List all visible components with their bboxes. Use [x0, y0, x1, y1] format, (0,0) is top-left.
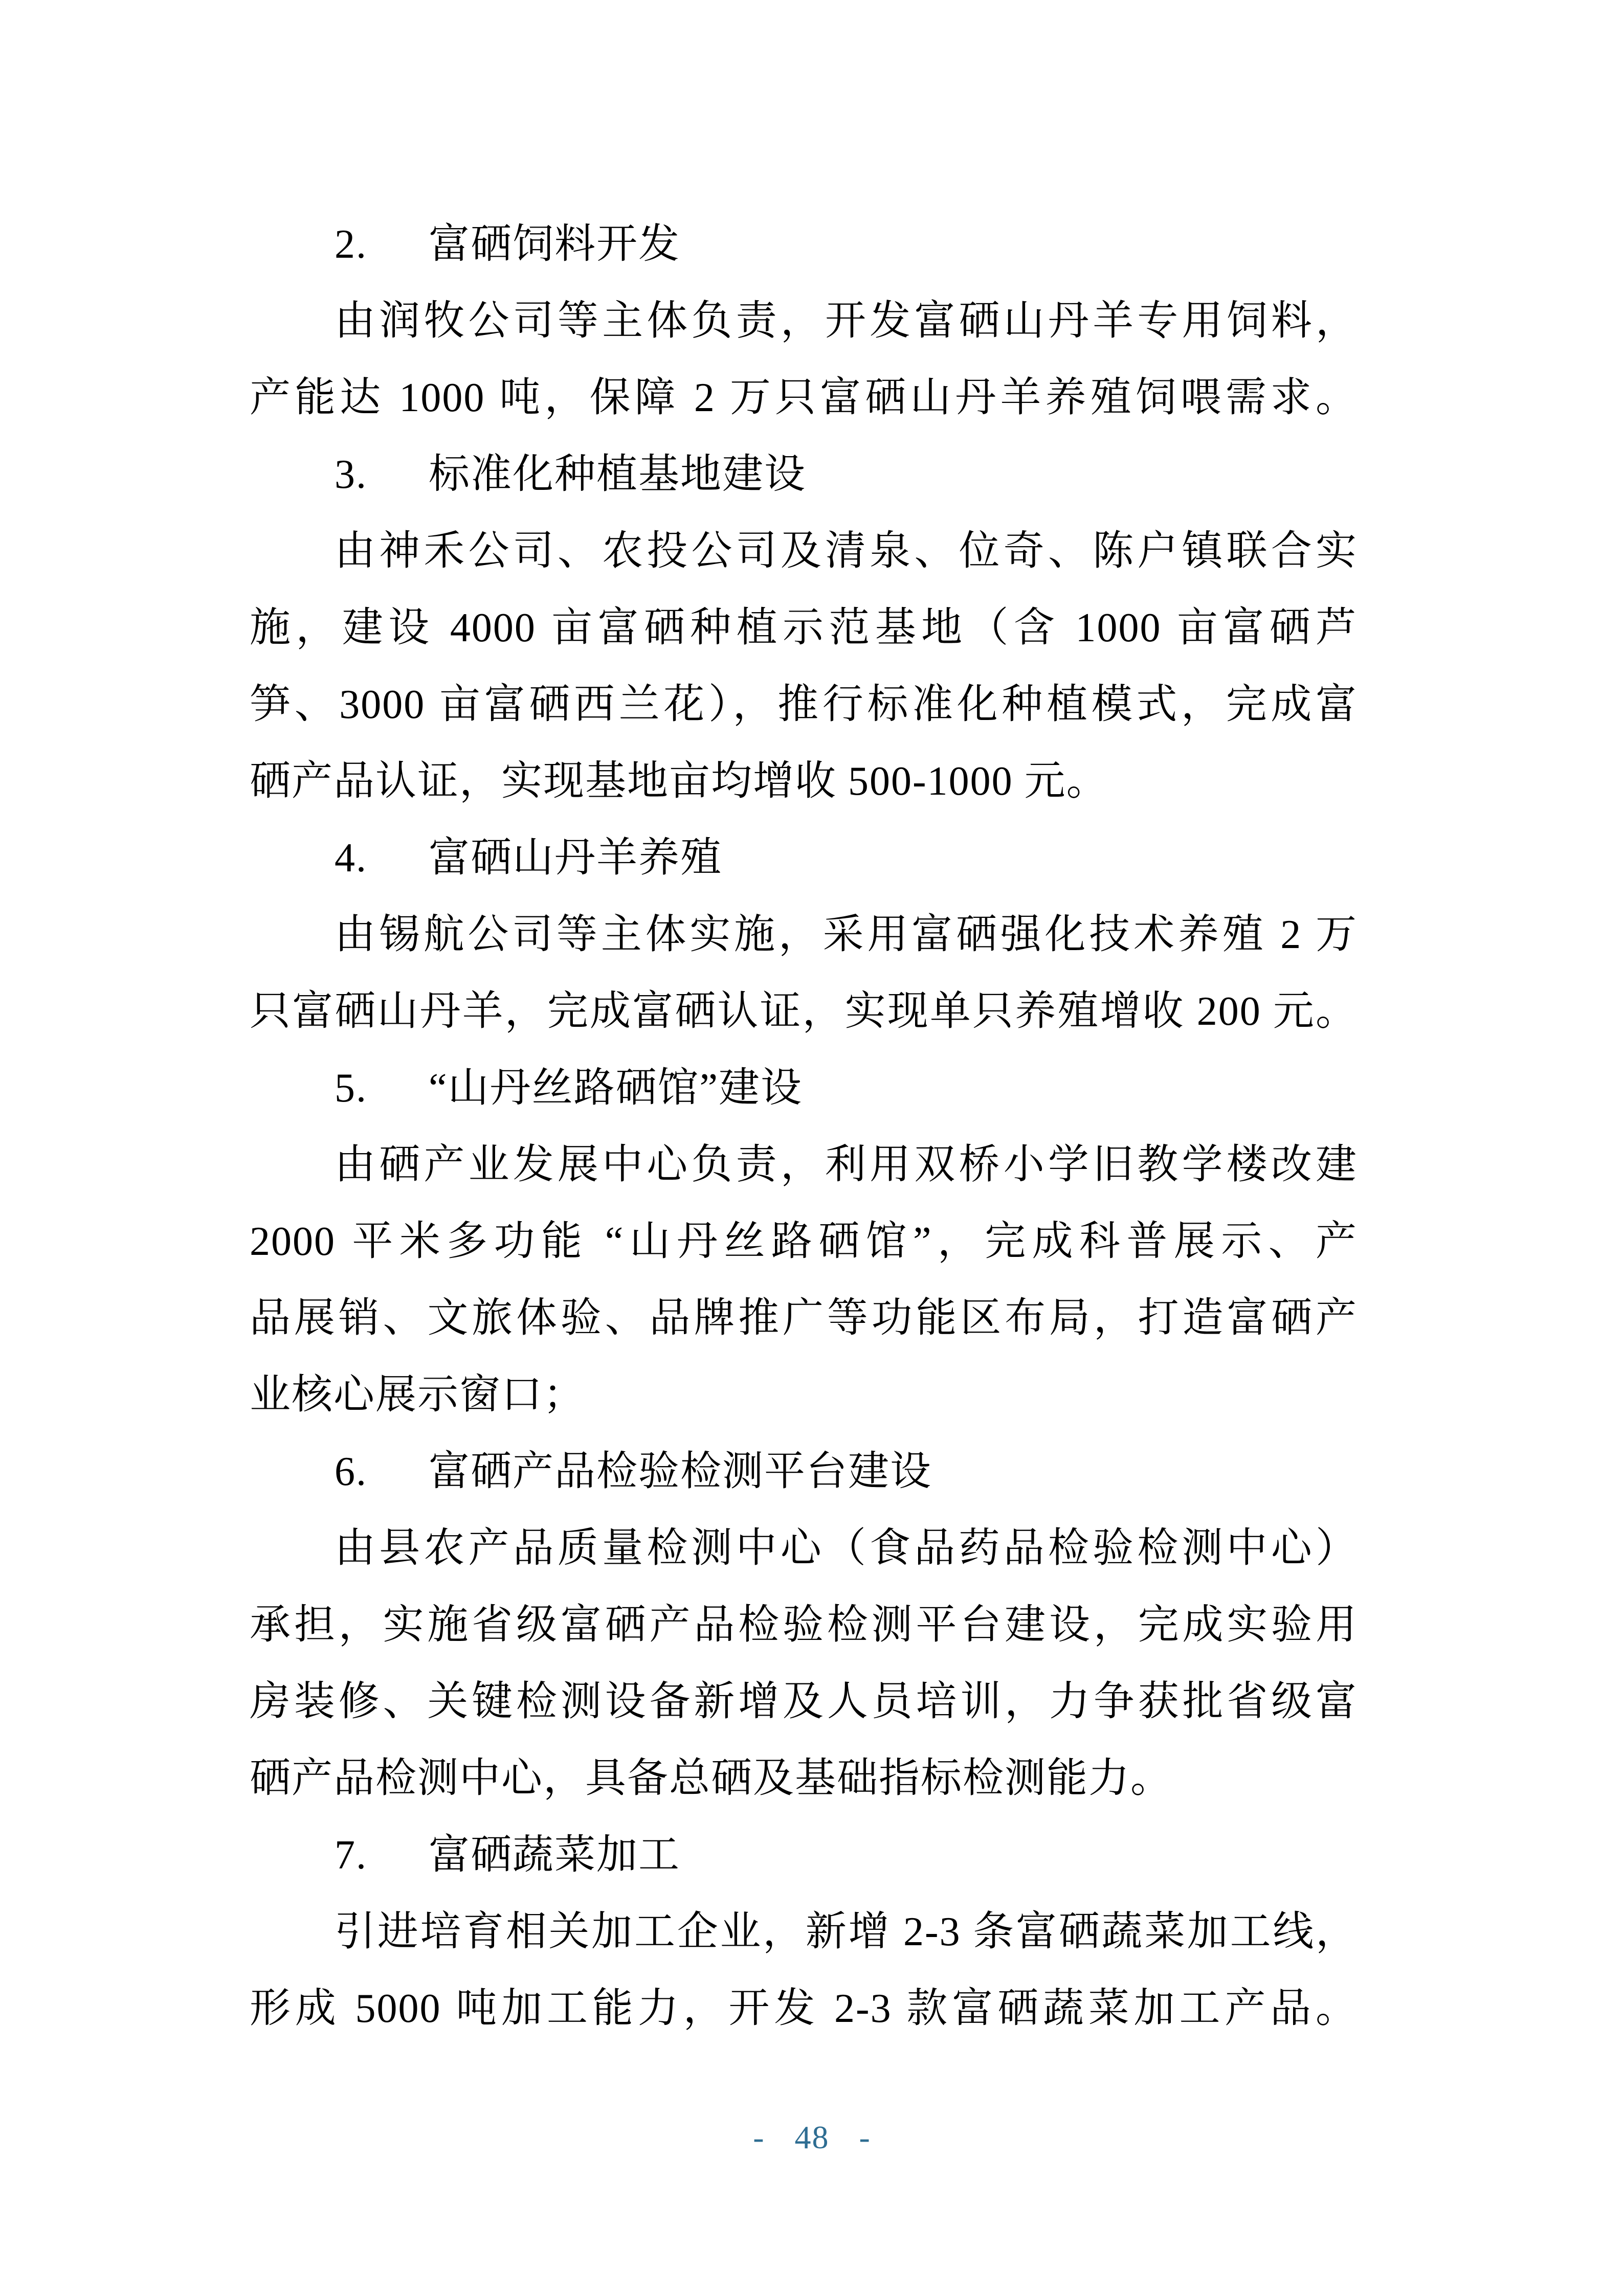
text-line: 业核心展示窗口；: [250, 1372, 585, 1417]
text-line: 施，建设 4000 亩富硒种植示范基地（含 1000 亩富硒芦: [250, 605, 1358, 650]
heading-title: “山丹丝路硒馆”建设: [429, 1066, 803, 1111]
heading-number: 6.: [335, 1449, 367, 1494]
text-line: 品展销、文旅体验、品牌推广等功能区布局，打造富硒产: [250, 1296, 1358, 1341]
text-line: 硒产品认证，实现基地亩均增收 500-1000 元。: [250, 759, 1108, 804]
heading-title: 富硒蔬菜加工: [429, 1833, 680, 1878]
heading-title: 富硒山丹羊养殖: [429, 836, 722, 881]
document-body: [250, 206, 1358, 2047]
heading-number: 2.: [335, 222, 367, 267]
text-line: 形成 5000 吨加工能力，开发 2-3 款富硒蔬菜加工产品。: [250, 1986, 1358, 2031]
heading-number: 7.: [335, 1833, 367, 1878]
footer-dash-left: -: [753, 2119, 765, 2155]
text-line: 由润牧公司等主体负责，开发富硒山丹羊专用饲料，: [335, 299, 1358, 344]
footer-dash-right: -: [859, 2119, 871, 2155]
text-line: 笋、3000 亩富硒西兰花），推行标准化种植模式，完成富: [250, 682, 1358, 727]
heading-title: 富硒饲料开发: [429, 222, 680, 267]
text-line: 由神禾公司、农投公司及清泉、位奇、陈户镇联合实: [335, 529, 1358, 574]
page-number: 48: [794, 2119, 830, 2155]
heading-line: [250, 1817, 1358, 1894]
heading-line: [250, 1050, 1358, 1127]
heading-title: 标准化种植基地建设: [429, 452, 806, 497]
text-line: 承担，实施省级富硒产品检验检测平台建设，完成实验用: [250, 1603, 1358, 1648]
text-line: 由硒产业发展中心负责，利用双桥小学旧教学楼改建: [335, 1142, 1358, 1187]
text-line: 2000 平米多功能 “山丹丝路硒馆”，完成科普展示、产: [250, 1219, 1358, 1264]
heading-number: 4.: [335, 836, 367, 881]
heading-line: [250, 206, 1358, 283]
text-line: 硒产品检测中心，具备总硒及基础指标检测能力。: [250, 1756, 1172, 1801]
page-footer: [0, 2117, 1624, 2158]
heading-number: 5.: [335, 1066, 367, 1111]
heading-line: [250, 436, 1358, 513]
heading-number: 3.: [335, 452, 367, 497]
text-line: 由锡航公司等主体实施，采用富硒强化技术养殖 2 万: [335, 912, 1358, 957]
text-line: 由县农产品质量检测中心（食品药品检验检测中心）: [335, 1526, 1358, 1571]
text-line: 产能达 1000 吨，保障 2 万只富硒山丹羊养殖饲喂需求。: [250, 375, 1358, 420]
text-line: 引进培育相关加工企业，新增 2-3 条富硒蔬菜加工线，: [335, 1909, 1358, 1954]
heading-line: [250, 820, 1358, 896]
heading-line: [250, 1433, 1358, 1510]
text-line: 只富硒山丹羊，完成富硒认证，实现单只养殖增收 200 元。: [250, 989, 1358, 1034]
text-line: 房装修、关键检测设备新增及人员培训，力争获批省级富: [250, 1679, 1358, 1724]
heading-title: 富硒产品检验检测平台建设: [429, 1449, 932, 1494]
